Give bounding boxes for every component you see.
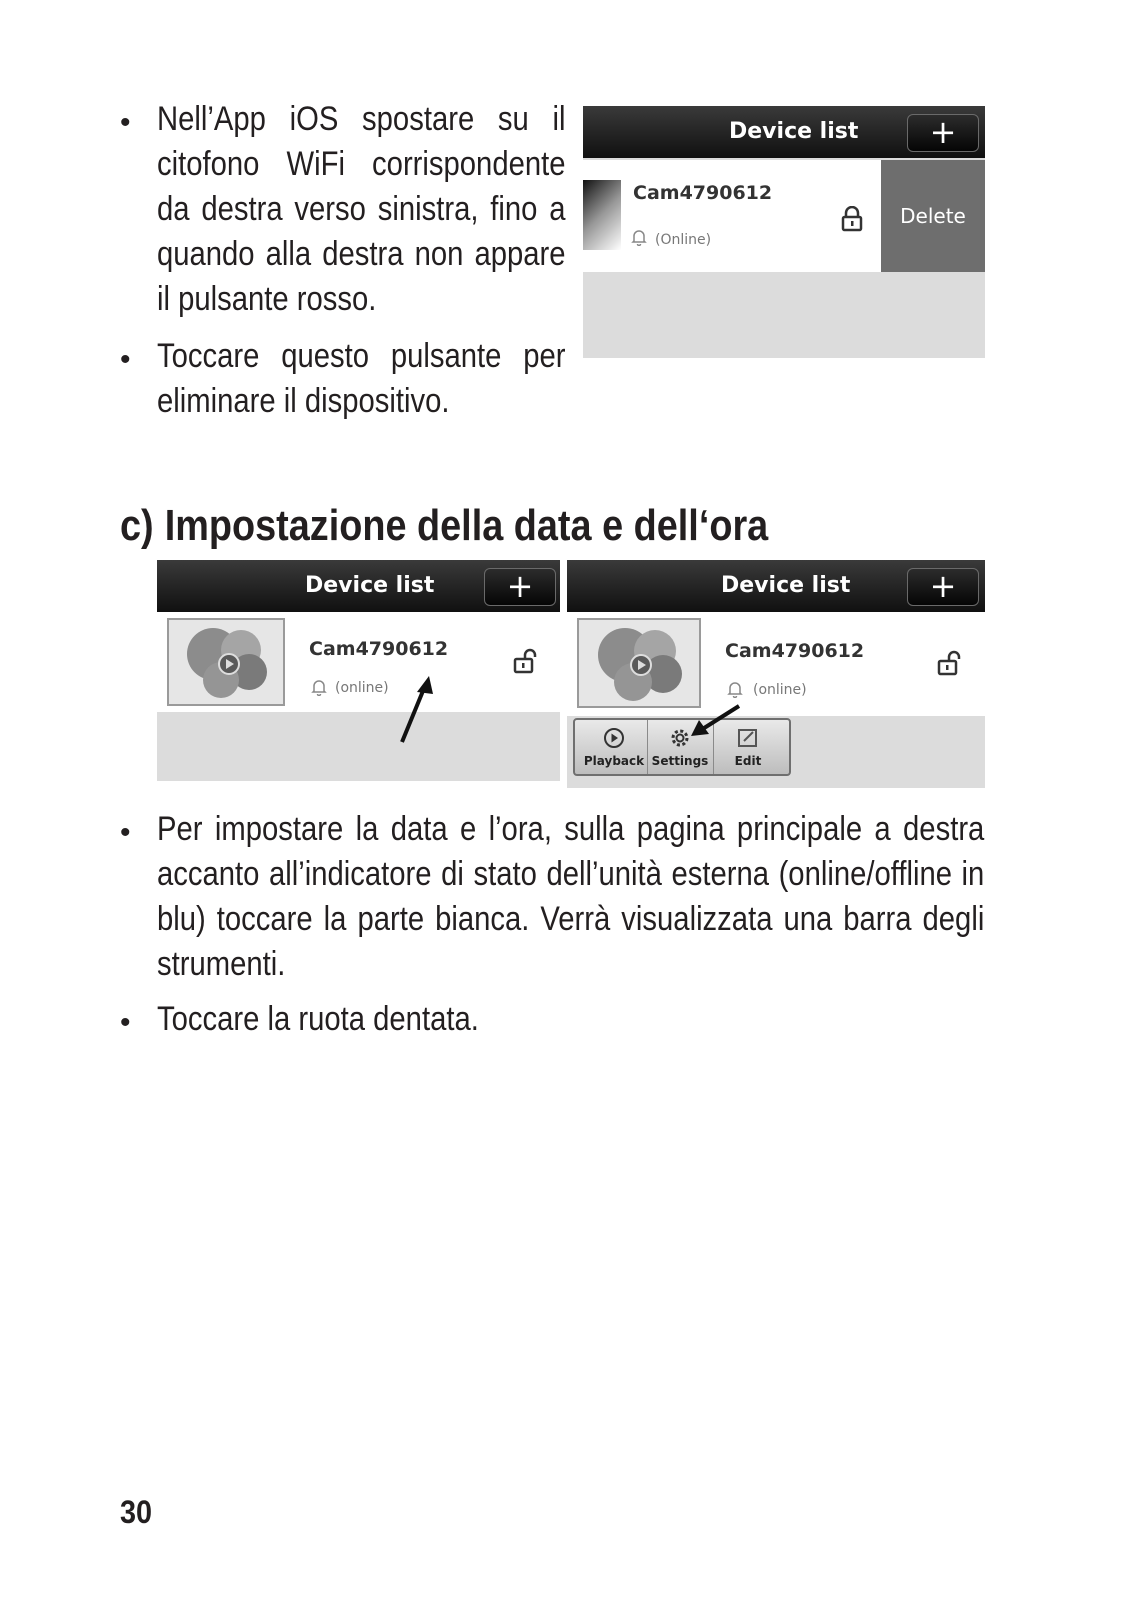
device-thumbnail (583, 180, 621, 250)
bullet-symbol: • (120, 1006, 131, 1039)
unlock-icon[interactable] (513, 648, 539, 674)
device-name: Cam4790612 (309, 638, 449, 660)
device-name: Cam4790612 (633, 182, 773, 204)
bell-icon (727, 680, 743, 698)
section-heading (120, 500, 768, 552)
section-letter: c) (120, 501, 154, 550)
playback-icon (602, 726, 626, 750)
bullet-text: Per impostare la data e l’ora, sulla pagina principale a destra accanto all’indicatore di stato dell’unità esterna (online/offline in blu) toccare la parte bianca. Verrà visualizzata una barra degli strumenti. (157, 810, 985, 983)
device-row[interactable] (583, 160, 881, 272)
title-bar (583, 106, 985, 158)
title-bar (157, 560, 560, 612)
add-device-button[interactable]: + (907, 568, 979, 606)
android-device-list-screenshot (157, 560, 560, 781)
bell-icon (311, 678, 327, 696)
arrow-pointer (687, 700, 747, 740)
device-status: (online) (335, 680, 389, 696)
playback-tool[interactable] (581, 720, 648, 774)
device-row[interactable] (157, 612, 560, 712)
android-toolbar-screenshot (567, 560, 985, 788)
screen-title: Device list (305, 573, 435, 598)
add-device-button[interactable]: + (484, 568, 556, 606)
add-device-button[interactable]: + (907, 114, 979, 152)
camera-thumbnail-image (169, 620, 283, 704)
delete-button[interactable]: Delete (881, 160, 985, 272)
edit-label: Edit (734, 754, 762, 768)
bullet-text: Toccare questo pulsante per eliminare il dispositivo. (157, 337, 566, 420)
bullet-symbol: • (120, 816, 131, 849)
bell-icon (631, 228, 647, 246)
playback-label: Playback (583, 754, 645, 768)
camera-thumbnail (167, 618, 285, 706)
camera-thumbnail (577, 618, 701, 708)
bullet-text: Toccare la ruota dentata. (157, 1000, 479, 1038)
unlock-icon[interactable] (937, 650, 963, 676)
ios-device-list-screenshot (583, 106, 985, 358)
device-row[interactable] (567, 612, 985, 716)
camera-thumbnail-image (579, 620, 699, 706)
arrow-pointer (387, 670, 447, 750)
lock-icon[interactable] (841, 206, 863, 232)
device-toolbar (573, 718, 791, 776)
bullet-symbol: • (120, 106, 131, 139)
device-name: Cam4790612 (725, 640, 865, 662)
title-bar (567, 560, 985, 612)
section-title: Impostazione della data e dell‘ora (164, 501, 769, 550)
settings-label: Settings (651, 754, 709, 768)
bullet-text: Nell’App iOS spostare su il citofono WiFi corrispondente da destra verso sinistra, fino a quando alla destra non appare il pulsante rosso. (157, 100, 566, 318)
page-number: 30 (120, 1494, 153, 1530)
bullet-symbol: • (120, 343, 131, 376)
device-status: (online) (753, 682, 807, 698)
screen-title: Device list (729, 119, 859, 144)
screen-title: Device list (721, 573, 851, 598)
device-status: (Online) (655, 232, 712, 248)
